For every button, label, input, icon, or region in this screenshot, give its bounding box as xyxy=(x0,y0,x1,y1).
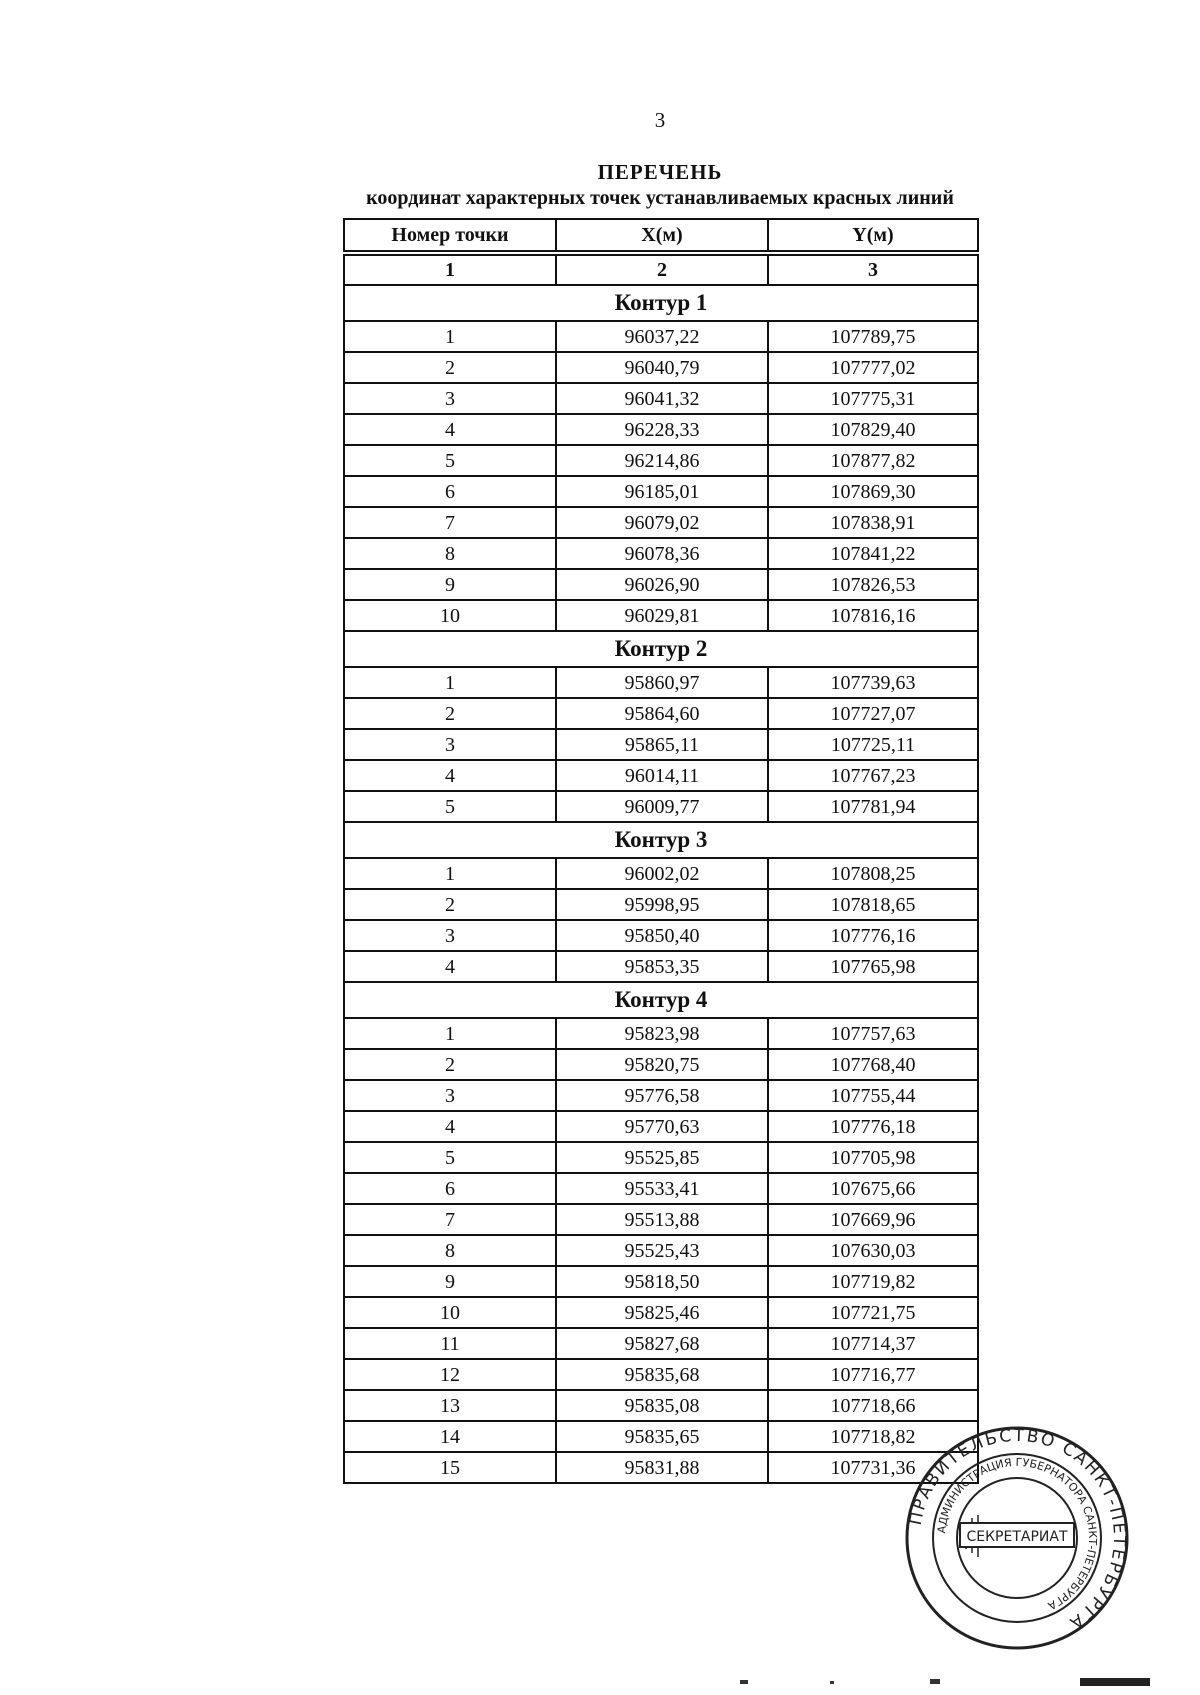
x-coordinate-cell: 95853,35 xyxy=(556,951,768,982)
table-row xyxy=(344,1173,978,1204)
y-coordinate-cell: 107716,77 xyxy=(768,1359,978,1390)
x-coordinate-cell: 95525,43 xyxy=(556,1235,768,1266)
y-coordinate-cell: 107775,31 xyxy=(768,383,978,414)
table-row xyxy=(344,507,978,538)
x-coordinate-cell: 95865,11 xyxy=(556,729,768,760)
table-row xyxy=(344,858,978,889)
x-coordinate-cell: 96228,33 xyxy=(556,414,768,445)
point-number-cell: 7 xyxy=(344,507,556,538)
point-number-cell: 5 xyxy=(344,445,556,476)
x-coordinate-cell: 95864,60 xyxy=(556,698,768,729)
table-row xyxy=(344,1452,978,1483)
contour-title: Контур 3 xyxy=(344,822,978,858)
table-row xyxy=(344,383,978,414)
table-row xyxy=(344,352,978,383)
table-row xyxy=(344,476,978,507)
point-number-cell: 4 xyxy=(344,1111,556,1142)
point-number-cell: 3 xyxy=(344,729,556,760)
x-coordinate-cell: 95835,65 xyxy=(556,1421,768,1452)
table-row xyxy=(344,791,978,822)
x-coordinate-cell: 96037,22 xyxy=(556,321,768,352)
table-row xyxy=(344,1235,978,1266)
x-coordinate-cell: 96009,77 xyxy=(556,791,768,822)
bottom-scan-marks xyxy=(740,1676,1180,1688)
y-coordinate-cell: 107767,23 xyxy=(768,760,978,791)
y-coordinate-cell: 107719,82 xyxy=(768,1266,978,1297)
y-coordinate-cell: 107818,65 xyxy=(768,889,978,920)
point-number-cell: 2 xyxy=(344,352,556,383)
x-coordinate-cell: 95776,58 xyxy=(556,1080,768,1111)
table-row xyxy=(344,1018,978,1049)
point-number-cell: 9 xyxy=(344,1266,556,1297)
point-number-cell: 14 xyxy=(344,1421,556,1452)
x-coordinate-cell: 95823,98 xyxy=(556,1018,768,1049)
x-coordinate-cell: 96040,79 xyxy=(556,352,768,383)
y-coordinate-cell: 107755,44 xyxy=(768,1080,978,1111)
table-row xyxy=(344,1266,978,1297)
point-number-cell: 13 xyxy=(344,1390,556,1421)
table-row xyxy=(344,569,978,600)
y-coordinate-cell: 107816,16 xyxy=(768,600,978,631)
point-number-cell: 3 xyxy=(344,383,556,414)
y-coordinate-cell: 107705,98 xyxy=(768,1142,978,1173)
official-seal xyxy=(902,1423,1132,1653)
x-coordinate-cell: 95825,46 xyxy=(556,1297,768,1328)
seal-middle-text: АДМИНИСТРАЦИЯ ГУБЕРНАТОРА САНКТ-ПЕТЕРБУРГА xyxy=(935,1455,1100,1613)
header-y: Y(м) xyxy=(768,219,978,251)
table-row xyxy=(344,538,978,569)
document-title: ПЕРЕЧЕНЬ xyxy=(597,160,723,184)
x-coordinate-cell: 96079,02 xyxy=(556,507,768,538)
y-coordinate-cell: 107777,02 xyxy=(768,352,978,383)
column-number: 1 xyxy=(344,255,556,285)
point-number-cell: 1 xyxy=(344,858,556,889)
y-coordinate-cell: 107826,53 xyxy=(768,569,978,600)
point-number-cell: 15 xyxy=(344,1452,556,1483)
y-coordinate-cell: 107808,25 xyxy=(768,858,978,889)
header-row xyxy=(344,219,978,251)
y-coordinate-cell: 107721,75 xyxy=(768,1297,978,1328)
y-coordinate-cell: 107829,40 xyxy=(768,414,978,445)
column-number: 3 xyxy=(768,255,978,285)
x-coordinate-cell: 96014,11 xyxy=(556,760,768,791)
table-row xyxy=(344,920,978,951)
point-number-cell: 5 xyxy=(344,791,556,822)
table-row xyxy=(344,1390,978,1421)
point-number-cell: 4 xyxy=(344,951,556,982)
y-coordinate-cell: 107877,82 xyxy=(768,445,978,476)
y-coordinate-cell: 107675,66 xyxy=(768,1173,978,1204)
x-coordinate-cell: 95835,68 xyxy=(556,1359,768,1390)
x-coordinate-cell: 95525,85 xyxy=(556,1142,768,1173)
y-coordinate-cell: 107669,96 xyxy=(768,1204,978,1235)
column-number-row xyxy=(344,255,978,285)
point-number-cell: 8 xyxy=(344,538,556,569)
table-row xyxy=(344,760,978,791)
x-coordinate-cell: 96078,36 xyxy=(556,538,768,569)
table-row xyxy=(344,667,978,698)
contour-header-row xyxy=(344,631,978,667)
point-number-cell: 1 xyxy=(344,321,556,352)
table-row xyxy=(344,889,978,920)
point-number-cell: 10 xyxy=(344,600,556,631)
contour-title: Контур 2 xyxy=(344,631,978,667)
contour-header-row xyxy=(344,285,978,321)
y-coordinate-cell: 107765,98 xyxy=(768,951,978,982)
x-coordinate-cell: 96026,90 xyxy=(556,569,768,600)
table-row xyxy=(344,414,978,445)
y-coordinate-cell: 107757,63 xyxy=(768,1018,978,1049)
x-coordinate-cell: 95850,40 xyxy=(556,920,768,951)
table-row xyxy=(344,445,978,476)
point-number-cell: 12 xyxy=(344,1359,556,1390)
point-number-cell: 5 xyxy=(344,1142,556,1173)
point-number-cell: 2 xyxy=(344,889,556,920)
table-row xyxy=(344,951,978,982)
point-number-cell: 1 xyxy=(344,1018,556,1049)
header-point-number: Номер точки xyxy=(344,219,556,251)
y-coordinate-cell: 107630,03 xyxy=(768,1235,978,1266)
x-coordinate-cell: 96002,02 xyxy=(556,858,768,889)
y-coordinate-cell: 107731,36 xyxy=(768,1452,978,1483)
table-row xyxy=(344,600,978,631)
y-coordinate-cell: 107718,66 xyxy=(768,1390,978,1421)
x-coordinate-cell: 95818,50 xyxy=(556,1266,768,1297)
point-number-cell: 4 xyxy=(344,760,556,791)
x-coordinate-cell: 95513,88 xyxy=(556,1204,768,1235)
y-coordinate-cell: 107781,94 xyxy=(768,791,978,822)
point-number-cell: 10 xyxy=(344,1297,556,1328)
seal-center-text: СЕКРЕТАРИАТ xyxy=(966,1529,1068,1545)
x-coordinate-cell: 95770,63 xyxy=(556,1111,768,1142)
y-coordinate-cell: 107714,37 xyxy=(768,1328,978,1359)
x-coordinate-cell: 95860,97 xyxy=(556,667,768,698)
y-coordinate-cell: 107727,07 xyxy=(768,698,978,729)
y-coordinate-cell: 107869,30 xyxy=(768,476,978,507)
table-row xyxy=(344,1328,978,1359)
table-row xyxy=(344,1080,978,1111)
table-row xyxy=(344,1142,978,1173)
table-row xyxy=(344,1421,978,1452)
x-coordinate-cell: 95827,68 xyxy=(556,1328,768,1359)
y-coordinate-cell: 107776,16 xyxy=(768,920,978,951)
point-number-cell: 3 xyxy=(344,920,556,951)
y-coordinate-cell: 107725,11 xyxy=(768,729,978,760)
contour-title: Контур 4 xyxy=(344,982,978,1018)
y-coordinate-cell: 107739,63 xyxy=(768,667,978,698)
table-row xyxy=(344,1049,978,1080)
y-coordinate-cell: 107768,40 xyxy=(768,1049,978,1080)
document-subtitle: координат характерных точек устанавливаемых красных линий xyxy=(366,187,954,209)
y-coordinate-cell: 107789,75 xyxy=(768,321,978,352)
point-number-cell: 4 xyxy=(344,414,556,445)
x-coordinate-cell: 95831,88 xyxy=(556,1452,768,1483)
point-number-cell: 6 xyxy=(344,476,556,507)
header-table xyxy=(343,218,979,252)
coordinates-table xyxy=(343,254,979,1484)
contour-title: Контур 1 xyxy=(344,285,978,321)
y-coordinate-cell: 107838,91 xyxy=(768,507,978,538)
y-coordinate-cell: 107718,82 xyxy=(768,1421,978,1452)
x-coordinate-cell: 95835,08 xyxy=(556,1390,768,1421)
point-number-cell: 9 xyxy=(344,569,556,600)
table-row xyxy=(344,1111,978,1142)
y-coordinate-cell: 107776,18 xyxy=(768,1111,978,1142)
contour-header-row xyxy=(344,822,978,858)
x-coordinate-cell: 96214,86 xyxy=(556,445,768,476)
point-number-cell: 2 xyxy=(344,698,556,729)
point-number-cell: 7 xyxy=(344,1204,556,1235)
table-row xyxy=(344,729,978,760)
point-number-cell: 6 xyxy=(344,1173,556,1204)
point-number-cell: 8 xyxy=(344,1235,556,1266)
x-coordinate-cell: 95820,75 xyxy=(556,1049,768,1080)
y-coordinate-cell: 107841,22 xyxy=(768,538,978,569)
table-row xyxy=(344,698,978,729)
x-coordinate-cell: 95998,95 xyxy=(556,889,768,920)
contour-header-row xyxy=(344,982,978,1018)
point-number-cell: 1 xyxy=(344,667,556,698)
column-number: 2 xyxy=(556,255,768,285)
page-number: 3 xyxy=(654,108,666,132)
table-row xyxy=(344,1359,978,1390)
table-row xyxy=(344,1204,978,1235)
x-coordinate-cell: 96029,81 xyxy=(556,600,768,631)
x-coordinate-cell: 96185,01 xyxy=(556,476,768,507)
x-coordinate-cell: 95533,41 xyxy=(556,1173,768,1204)
table-row xyxy=(344,1297,978,1328)
seal-outer-text: ПРАВИТЕЛЬСТВО САНКТ-ПЕТЕРБУРГА xyxy=(905,1425,1130,1634)
x-coordinate-cell: 96041,32 xyxy=(556,383,768,414)
point-number-cell: 2 xyxy=(344,1049,556,1080)
point-number-cell: 3 xyxy=(344,1080,556,1111)
point-number-cell: 11 xyxy=(344,1328,556,1359)
table-row xyxy=(344,321,978,352)
header-x: X(м) xyxy=(556,219,768,251)
